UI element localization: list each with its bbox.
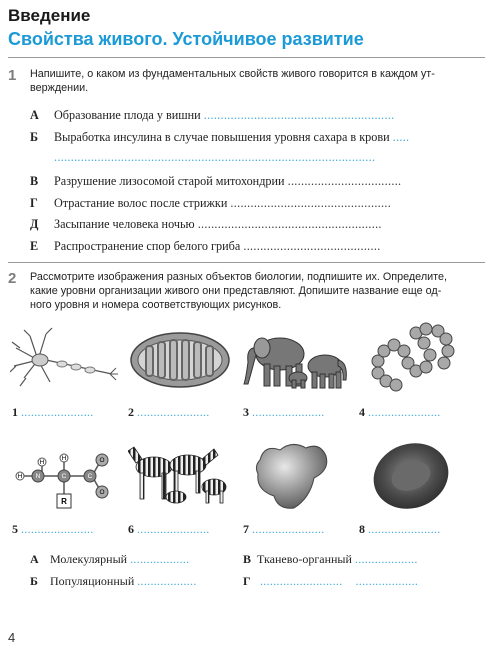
answer-blank[interactable]: ....................................................... <box>197 217 382 231</box>
answer-blank[interactable]: ................... <box>355 574 419 588</box>
tissue-shape-icon <box>250 438 332 514</box>
item-text: Засыпание человека ночью <box>54 217 195 231</box>
elephants-icon <box>240 322 353 394</box>
item-letter: Е <box>30 239 39 253</box>
task-number: 2 <box>8 270 17 287</box>
answer-blank[interactable]: ...................... <box>137 522 210 536</box>
figure-label: 4 ...................... <box>359 405 441 419</box>
task-number: 1 <box>8 67 17 84</box>
item-letter: Б <box>30 130 39 144</box>
task-prompt <box>30 270 447 312</box>
figure-label: 6 ...................... <box>128 522 210 536</box>
answer-blank[interactable]: .................................. <box>287 174 402 188</box>
zebras-icon <box>128 437 230 507</box>
atom-c-label: C <box>61 473 67 480</box>
answer-blank[interactable]: ...................... <box>21 405 94 419</box>
item-text: Распространение спор белого гриба <box>54 239 241 253</box>
item-letter: В <box>30 174 39 188</box>
prompt-line: Рассмотрите изображения разных объектов биологии, подпишите их. Определите, <box>30 271 447 283</box>
answer-line[interactable]: ................................................................................................ <box>54 150 376 164</box>
level-item: Б Популяционный .................. <box>30 574 197 588</box>
answer-blank[interactable]: .................. <box>130 552 190 566</box>
answer-blank[interactable]: ......................................................... <box>203 108 395 122</box>
figure-label: 3 ...................... <box>243 405 325 419</box>
answer-blank[interactable]: ..... <box>392 130 410 144</box>
figure-label: 2 ...................... <box>128 405 210 419</box>
atom-o-label: O <box>99 489 105 496</box>
item-text: Образование плода у вишни <box>54 108 201 122</box>
statement-item <box>30 130 409 145</box>
item-text: Отрастание волос после стрижки <box>54 196 228 210</box>
red-blood-cell-icon <box>368 438 454 514</box>
answer-blank[interactable]: .................. <box>137 574 197 588</box>
divider <box>8 262 485 263</box>
item-text: Выработка инсулина в случае повышения уровня сахара в крови <box>54 130 390 144</box>
item-text: Разрушение лизосомой старой митохондрии <box>54 174 285 188</box>
atom-h-label: H <box>61 455 67 462</box>
figure-label: 1 ...................... <box>12 405 94 419</box>
answer-blank[interactable]: ...................... <box>368 405 441 419</box>
atom-o-label: O <box>99 457 105 464</box>
statement-item <box>30 196 391 211</box>
answer-blank[interactable]: ...................... <box>252 522 325 536</box>
task-prompt <box>30 67 435 95</box>
item-letter: А <box>30 108 39 122</box>
prompt-line: какие уровни организации живого они представляют. Допишите название еще од- <box>30 285 442 297</box>
answer-blank[interactable]: ...................... <box>137 405 210 419</box>
item-letter: Д <box>30 217 39 231</box>
answer-blank[interactable]: ......................................... <box>243 239 381 253</box>
level-item: Г ......................... ................... <box>243 574 419 588</box>
answer-blank[interactable]: ................................................ <box>230 196 392 210</box>
chapter-title: Введение <box>8 6 91 25</box>
level-item: А Молекулярный .................. <box>30 552 190 566</box>
radical-label: R <box>61 497 67 506</box>
page-number: 4 <box>8 630 16 645</box>
level-item: В Тканево-органный ................... <box>243 552 418 566</box>
atom-h-label: H <box>39 459 45 466</box>
neuron-icon <box>10 326 118 392</box>
prompt-line: верждении. <box>30 82 89 94</box>
answer-blank[interactable]: ...................... <box>21 522 94 536</box>
amino-acid-icon <box>12 440 116 516</box>
protein-chain-icon <box>364 321 456 395</box>
answer-blank[interactable]: ................... <box>354 552 418 566</box>
atom-n-label: N <box>35 473 41 480</box>
statement-item <box>30 174 401 189</box>
atom-c-label: C <box>87 473 93 480</box>
page-title: Свойства живого. Устойчивое развитие <box>8 29 364 49</box>
statement-item <box>30 108 395 123</box>
prompt-line: ного уровня и номера соответствующих рисунков. <box>30 299 282 311</box>
answer-blank[interactable]: ......................... <box>260 574 343 588</box>
atom-h-label: H <box>17 473 23 480</box>
prompt-line: Напишите, о каком из фундаментальных свойств живого говорится в каждом ут- <box>30 68 435 80</box>
answer-blank[interactable]: ...................... <box>252 405 325 419</box>
statement-item <box>30 217 382 232</box>
answer-blank[interactable]: ...................... <box>368 522 441 536</box>
statement-item <box>30 239 381 254</box>
figure-label: 5 ...................... <box>12 522 94 536</box>
figure-label: 7 ...................... <box>243 522 325 536</box>
divider <box>8 57 485 58</box>
figure-label: 8 ...................... <box>359 522 441 536</box>
item-letter: Г <box>30 196 38 210</box>
mitochondrion-icon <box>128 326 232 392</box>
